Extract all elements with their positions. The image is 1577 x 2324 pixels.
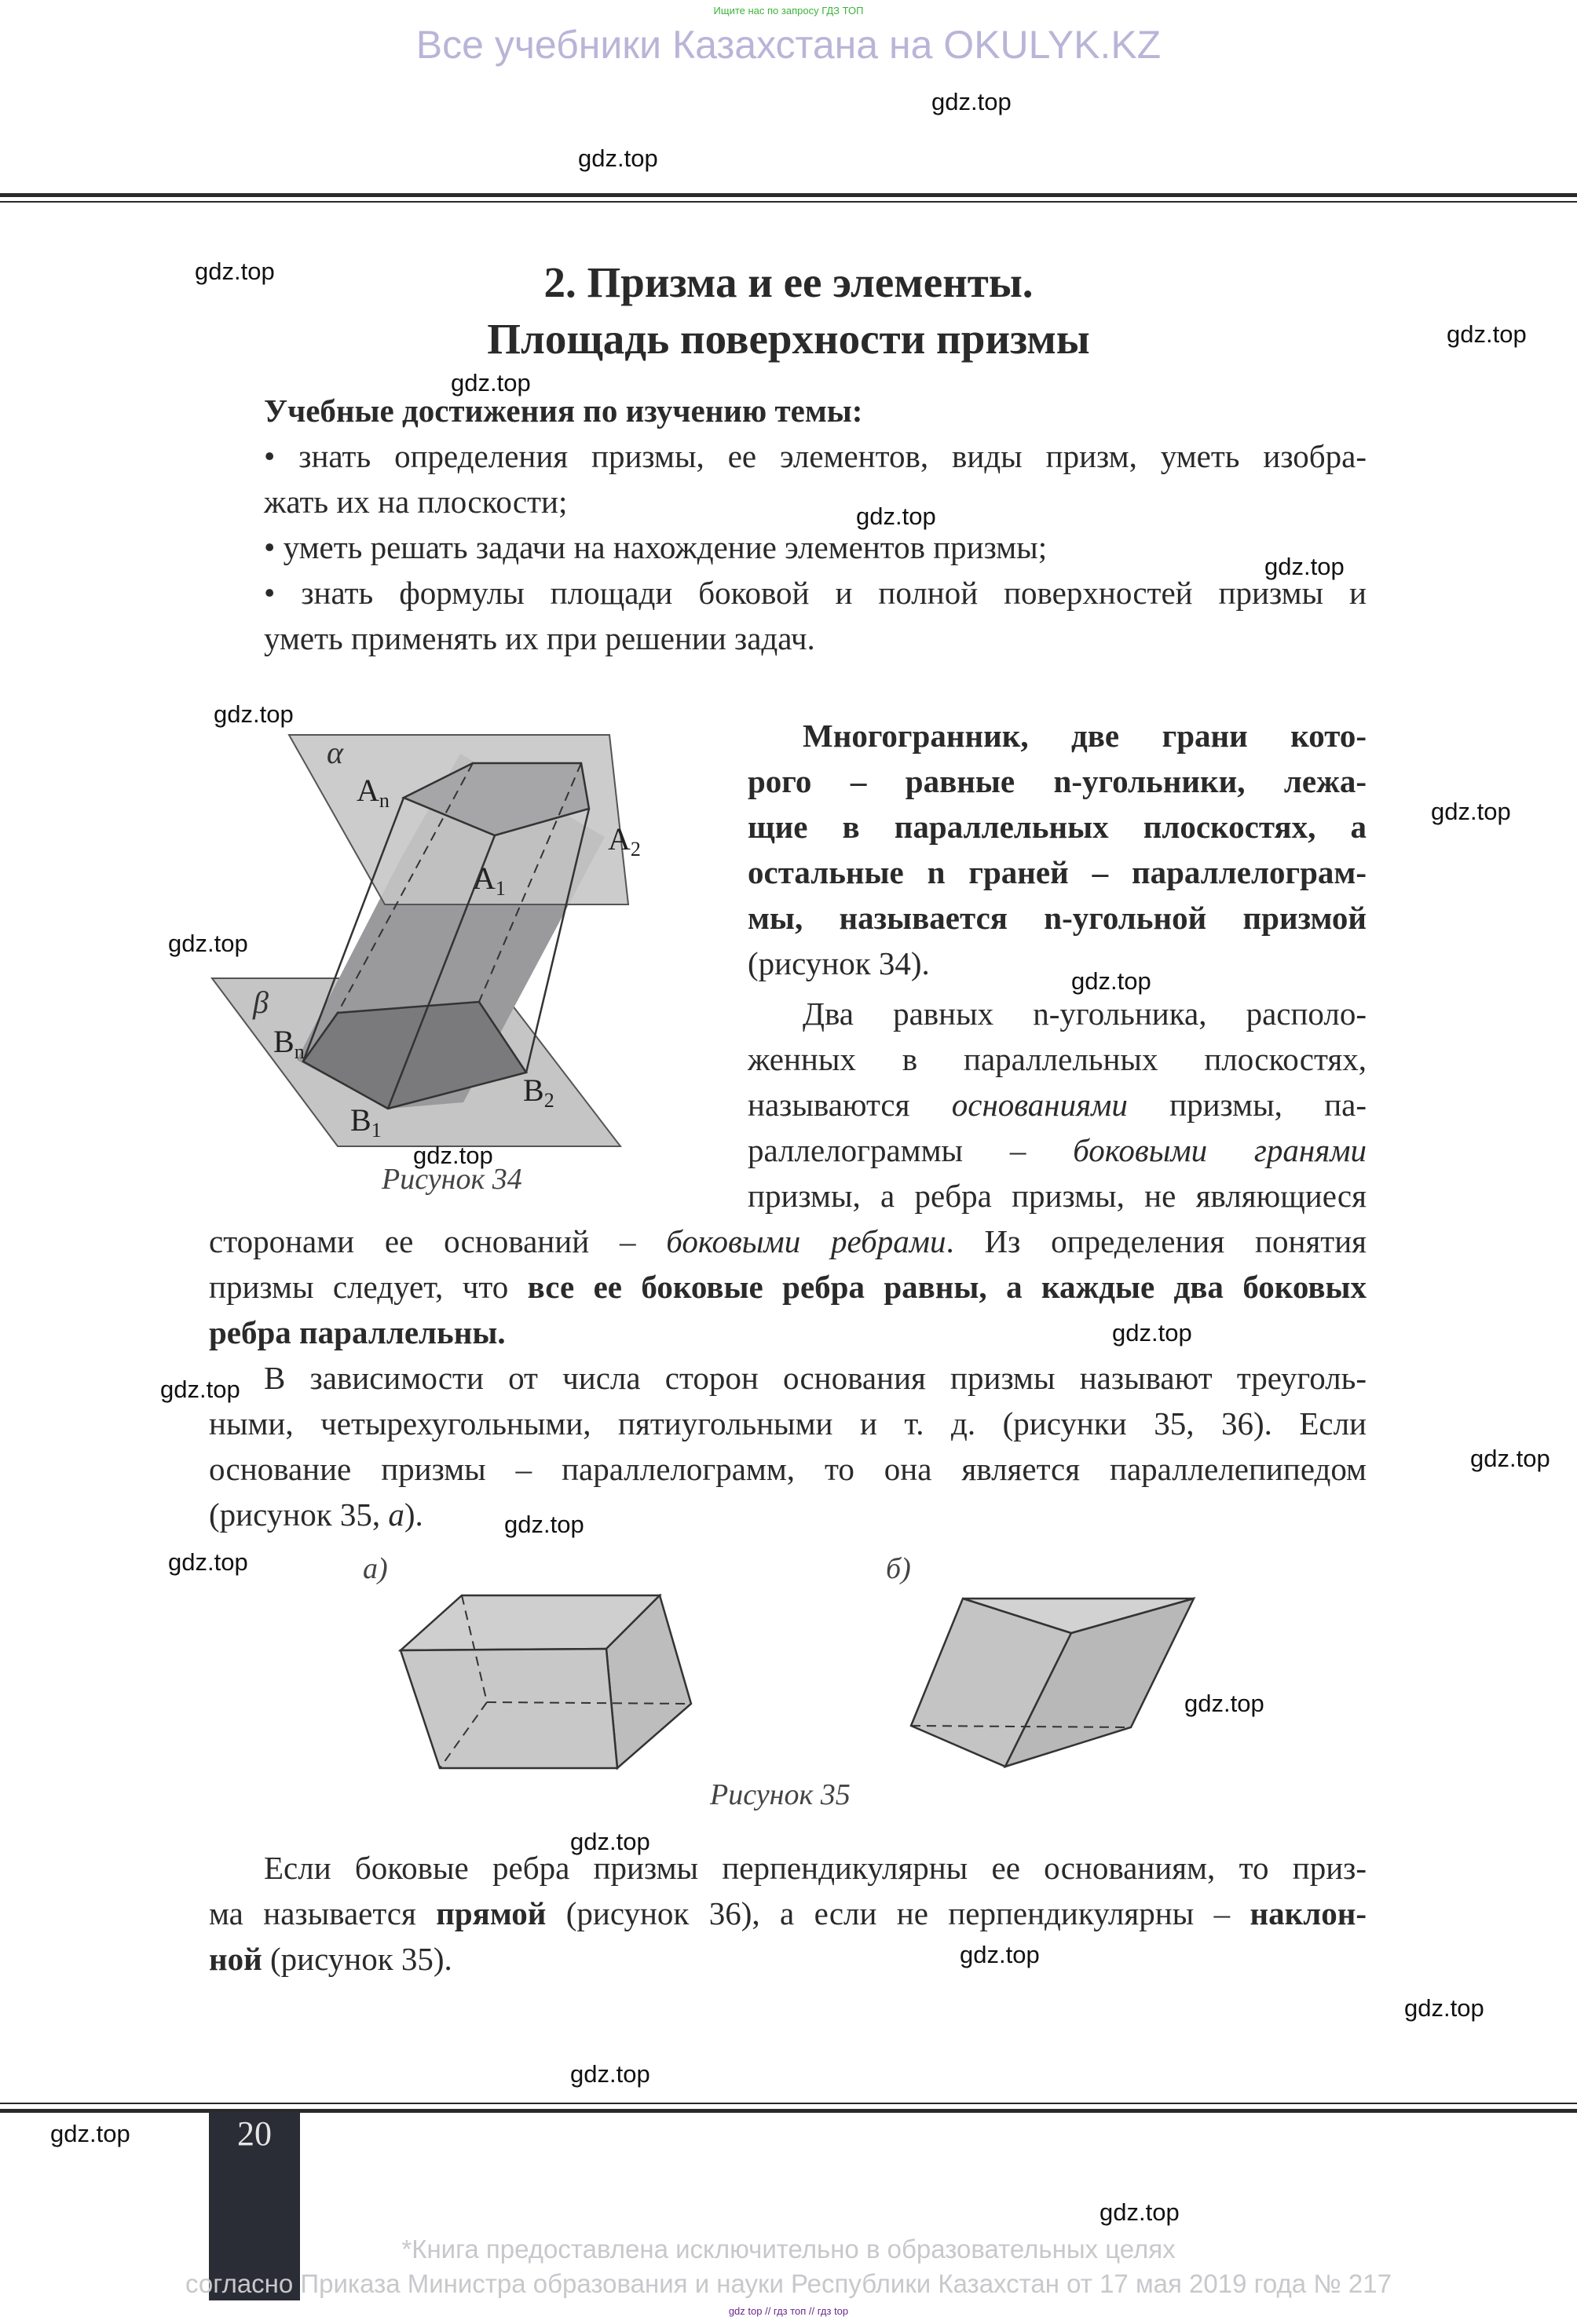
paragraph-line: ребра параллельны. xyxy=(209,1314,506,1350)
paragraph-line: женных в параллельных плоскостях, xyxy=(748,1041,1367,1077)
figure-35b-triangular-prism xyxy=(903,1594,1202,1774)
watermark: gdz.top xyxy=(1470,1445,1550,1472)
goals-line: • уметь решать задачи на нахождение элементов призмы; xyxy=(264,529,1048,565)
figure-34-caption: Рисунок 34 xyxy=(382,1163,522,1196)
header-rule-thin xyxy=(0,201,1577,203)
section-title-line1: 2. Призма и ее элементы. xyxy=(543,258,1034,306)
label-B2: $B_2$ xyxy=(523,1072,554,1112)
figure-35a-label: а) xyxy=(363,1552,388,1585)
watermark: gdz.top xyxy=(413,1142,493,1169)
watermark: gdz.top xyxy=(856,502,936,530)
goals-line: • знать определения призмы, ее элементов, виды призм, уметь изобра- xyxy=(264,438,1367,474)
watermark: gdz.top xyxy=(1071,967,1151,995)
watermark: gdz.top xyxy=(1184,1690,1264,1717)
label-Bn: $B_n$ xyxy=(273,1024,305,1063)
top-notice: Ищите нас по запросу ГДЗ ТОП xyxy=(713,5,864,16)
watermark: gdz.top xyxy=(1112,1319,1192,1347)
footer-notice-line1: *Книга предоставлена исключительно в образовательных целях xyxy=(401,2234,1176,2264)
label-A2: $A_2$ xyxy=(608,821,641,861)
watermark: gdz.top xyxy=(570,1828,650,1855)
watermark: gdz.top xyxy=(451,369,531,396)
watermark: gdz.top xyxy=(1404,1994,1484,2022)
definition-line: остальные n граней – параллелограм- xyxy=(748,854,1367,890)
watermark: gdz.top xyxy=(160,1376,240,1403)
definition-line: рого – равные n-угольники, лежа- xyxy=(748,763,1367,799)
watermark: gdz.top xyxy=(168,930,248,957)
section-title-line2: Площадь поверхности призмы xyxy=(487,315,1090,363)
paragraph-line: сторонами ее оснований – боковыми ребрами. Из определения понятия xyxy=(209,1223,1367,1259)
paragraph-line: ной (рисунок 35). xyxy=(209,1941,452,1977)
definition-line: щие в параллельных плоскостях, а xyxy=(748,809,1367,845)
watermark: gdz.top xyxy=(578,144,658,172)
paragraph-line: называются основаниями призмы, па- xyxy=(748,1087,1367,1123)
watermark: gdz.top xyxy=(195,258,275,285)
paragraph-line: Если боковые ребра призмы перпендикулярны ее основаниям, то приз- xyxy=(264,1850,1367,1886)
watermark: gdz.top xyxy=(931,88,1012,115)
watermark: gdz.top xyxy=(1100,2198,1180,2226)
label-An: $A_n$ xyxy=(357,773,390,812)
watermark: gdz.top xyxy=(214,700,294,728)
paragraph-line: Два равных n-угольника, располо- xyxy=(803,996,1367,1032)
watermark: gdz.top xyxy=(168,1548,248,1576)
paragraph-line: В зависимости от числа сторон основания призмы называют треуголь- xyxy=(264,1360,1367,1396)
paragraph-line: ными, четырехугольными, пятиугольными и т. д. (рисунки 35, 36). Если xyxy=(209,1405,1367,1442)
footer-rule-thin xyxy=(0,2103,1577,2104)
definition-line: мы, называется n-угольной призмой xyxy=(748,900,1367,936)
goals-line: уметь применять их при решении задач. xyxy=(264,620,815,656)
goals-line: жать их на плоскости; xyxy=(264,484,568,520)
footer-notice-line2: согласно Приказа Министра образования и науки Республики Казахстан от 17 мая 2019 года № 217 xyxy=(185,2269,1392,2298)
watermark: gdz.top xyxy=(570,2060,650,2088)
goals-line: • знать формулы площади боковой и полной поверхностей призмы и xyxy=(264,575,1367,611)
paragraph-line: призмы следует, что все ее боковые ребра равны, а каждые два боковых xyxy=(209,1269,1367,1305)
watermark: gdz.top xyxy=(504,1511,584,1538)
watermark: gdz.top xyxy=(1264,553,1345,580)
paragraph-line: раллелограммы – боковыми гранями xyxy=(748,1132,1367,1168)
watermark: gdz.top xyxy=(1431,798,1511,825)
figure-35b-label: б) xyxy=(886,1552,911,1585)
page-number: 20 xyxy=(237,2114,272,2153)
paragraph-line: основание призмы – параллелограмм, то она является параллелепипедом xyxy=(209,1451,1367,1487)
watermark: gdz.top xyxy=(50,2120,130,2147)
site-title[interactable]: Все учебники Казахстана на OKULYK.KZ xyxy=(415,23,1162,67)
watermark: gdz.top xyxy=(1447,320,1527,348)
header-rule xyxy=(0,193,1577,197)
figure-35-caption: Рисунок 35 xyxy=(710,1778,851,1811)
footer-links[interactable]: gdz top // гдз топ // гдз top xyxy=(728,2305,849,2317)
figure-35a-parallelepiped xyxy=(393,1586,691,1774)
goals-title: Учебные достижения по изучению темы: xyxy=(264,393,863,429)
label-A1: $A_1$ xyxy=(473,861,506,900)
paragraph-line: (рисунок 35, а). xyxy=(209,1496,423,1533)
definition-line: Многогранник, две грани кото- xyxy=(803,718,1367,754)
watermark: gdz.top xyxy=(960,1941,1040,1968)
paragraph-line: ма называется прямой (рисунок 36), а если не перпендикулярны – наклон- xyxy=(209,1895,1367,1931)
label-B1: $B_1$ xyxy=(350,1102,382,1142)
label-alpha: α xyxy=(327,735,343,770)
definition-line: (рисунок 34). xyxy=(748,945,930,981)
paragraph-line: призмы, а ребра призмы, не являющиеся xyxy=(748,1178,1367,1214)
label-beta: β xyxy=(253,985,269,1020)
